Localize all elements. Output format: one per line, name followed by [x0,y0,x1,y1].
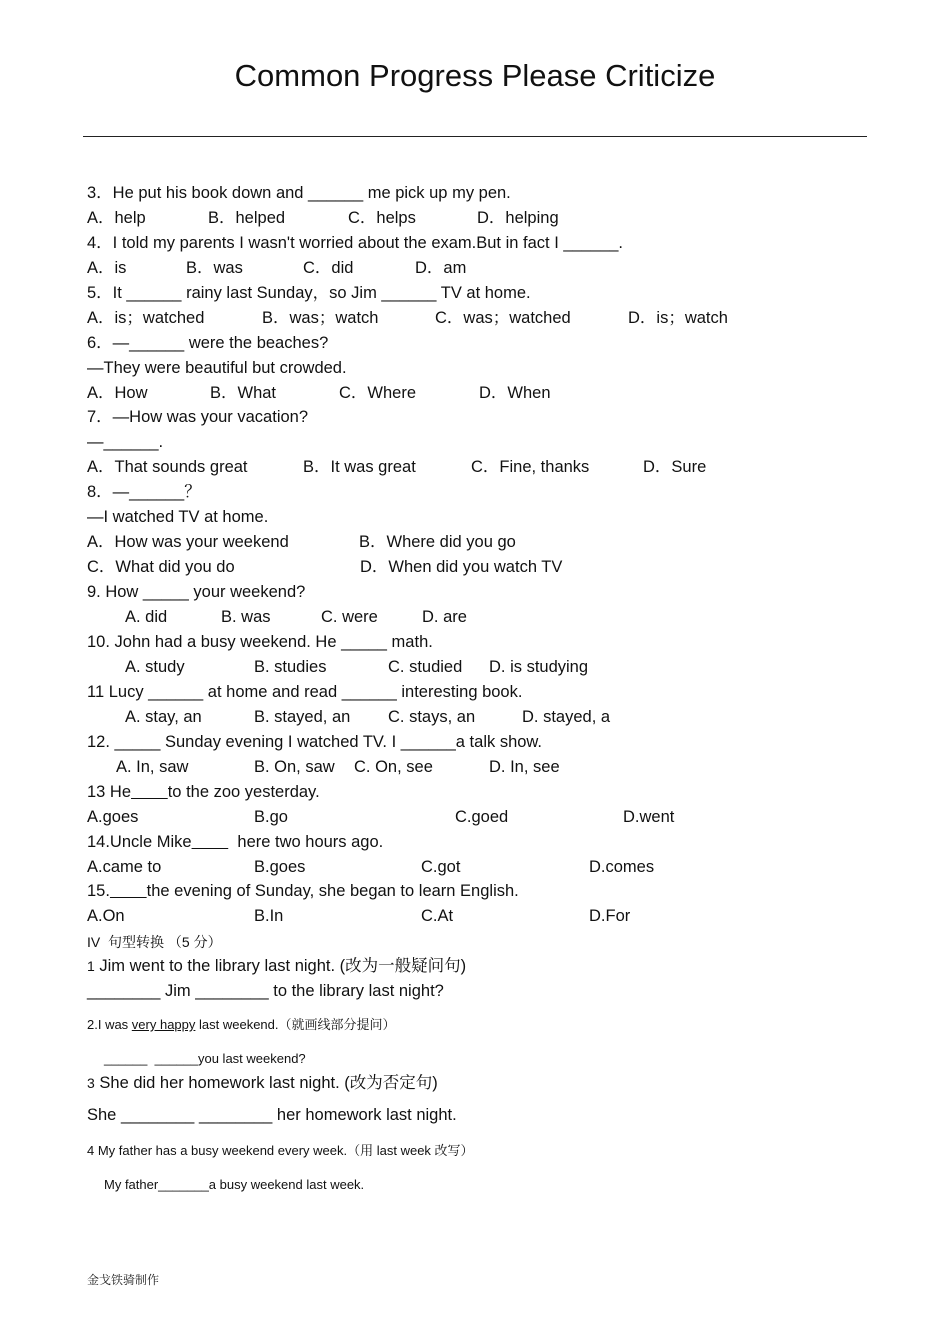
q11-option-b: B. stayed, an [254,708,351,726]
q12-option-b: B. On, saw [254,758,335,776]
transform-3-answer: She ________ ________ her homework last night. [87,1106,457,1124]
q11-option-d: D. stayed, a [522,708,611,726]
q12-option-c: C. On, see [354,758,433,776]
section-4-heading: IV 句型转换 （5 分） [87,934,222,950]
question-6-answer: —They were beautiful but crowded. [87,359,347,377]
transform-1-answer: ________ Jim ________ to the library last night? [87,982,444,1000]
q9-option-a: A. did [125,608,168,626]
q13-stem-post: to the zoo yesterday. [167,783,320,801]
q15-option-d: D.For [589,907,631,925]
q9-option-b: B. was [221,608,271,626]
q14-stem-pre: 14.Uncle Mike [87,833,192,851]
question-9-stem: 9. How _____ your weekend? [87,583,306,601]
q15-blank [110,882,147,900]
q14-option-d: D.comes [589,858,655,876]
q8-option-a: A．How was your weekend [87,533,289,551]
question-3-stem: 3．He put his book down and ______ me pick up my pen. [87,184,511,202]
q4-option-c: C．did [303,259,354,277]
transform-4-prompt: 4 My father has a busy weekend every week.（用 last week 改写） [87,1143,474,1158]
q15-option-a: A.On [87,907,125,925]
transform-2-pre: 2.I was [87,1017,132,1032]
q13-option-b: B.go [254,808,288,826]
question-8-answer: —I watched TV at home. [87,508,269,526]
q5-option-c: C．was；watched [435,309,571,327]
q15-stem-pre: 15. [87,882,110,900]
q14-option-c: C.got [421,858,461,876]
question-7-stem: 7．—How was your vacation? [87,408,309,426]
q6-option-d: D．When [479,384,551,402]
q14-option-a: A.came to [87,858,162,876]
q9-option-c: C. were [321,608,378,626]
q15-stem-post: the evening of Sunday, she began to learn English. [146,882,519,900]
q11-option-a: A. stay, an [125,708,202,726]
q12-option-a: A. In, saw [116,758,189,776]
transform-4-answer: My father_______a busy weekend last week. [104,1177,365,1192]
q14-stem-post: here two hours ago. [228,833,384,851]
q10-option-d: D. is studying [489,658,589,676]
footer-text: 金戈铁骑制作 [87,1273,160,1287]
question-15-stem [87,881,519,901]
transform-3-prompt [87,1073,438,1093]
question-11-stem: 11 Lucy ______ at home and read ______ interesting book. [87,683,523,701]
q5-option-a: A．is；watched [87,309,205,327]
q12-option-d: D. In, see [489,758,560,776]
q3-option-b: B．helped [208,209,286,227]
q8-option-d: D．When did you watch TV [360,558,563,576]
q13-stem-pre: 13 He [87,783,132,801]
q15-option-c: C.At [421,907,454,925]
q7-option-b: B．It was great [303,458,416,476]
question-4-stem: 4．I told my parents I wasn't worried about the exam.But in fact I ______. [87,234,624,252]
q7-option-d: D．Sure [643,458,707,476]
q15-option-b: B.In [254,907,284,925]
q8-option-c: C．What did you do [87,558,235,576]
question-8-stem: 8．—______？ [87,483,201,501]
question-12-stem: 12. _____ Sunday evening I watched TV. I ______a talk show. [87,733,543,751]
q7-option-a: A．That sounds great [87,458,248,476]
q8-option-b: B．Where did you go [359,533,516,551]
q14-blank [192,833,229,851]
q4-option-b: B．was [186,259,243,277]
transform-2-prompt [87,1015,396,1035]
page-title: Common Progress Please Criticize [234,58,716,93]
q9-option-d: D. are [422,608,467,626]
q13-option-c: C.goed [455,808,509,826]
question-13-stem [87,782,320,802]
transform-1-prompt [87,956,466,976]
q10-option-a: A. study [125,658,185,676]
q4-option-d: D．am [415,259,467,277]
q13-blank [131,783,168,801]
q6-option-b: B．What [210,384,277,402]
question-5-stem: 5．It ______ rainy last Sunday，so Jim ______ TV at home. [87,284,531,302]
q4-option-a: A．is [87,259,127,277]
q3-option-a: A．help [87,209,146,227]
question-14-stem [87,832,383,852]
q6-option-a: A．How [87,384,148,402]
q5-option-d: D．is；watch [628,309,728,327]
transform-1-text: Jim went to the library last night. (改为一般疑问句) [94,957,467,975]
q6-option-c: C．Where [339,384,417,402]
transform-3-number: 3 [87,1075,95,1091]
title-divider [83,136,867,137]
q7-option-c: C．Fine, thanks [471,458,590,476]
q11-option-c: C. stays, an [388,708,476,726]
q10-option-b: B. studies [254,658,327,676]
q3-option-c: C．helps [348,209,416,227]
transform-2-answer: ______ ______you last weekend? [104,1051,306,1066]
q13-option-a: A.goes [87,808,139,826]
question-10-stem: 10. John had a busy weekend. He _____ math. [87,633,433,651]
q10-option-c: C. studied [388,658,463,676]
transform-3-text: She did her homework last night. (改为否定句) [94,1074,438,1092]
transform-2-post: last weekend.（就画线部分提问） [195,1017,396,1032]
transform-2-underlined: very happy [131,1017,196,1032]
q13-option-d: D.went [623,808,675,826]
q5-option-b: B．was；watch [262,309,379,327]
question-6-stem: 6．—______ were the beaches? [87,334,329,352]
transform-1-number: 1 [87,958,95,974]
q3-option-d: D．helping [477,209,559,227]
q14-option-b: B.goes [254,858,306,876]
question-7-answer: —______. [87,433,164,451]
